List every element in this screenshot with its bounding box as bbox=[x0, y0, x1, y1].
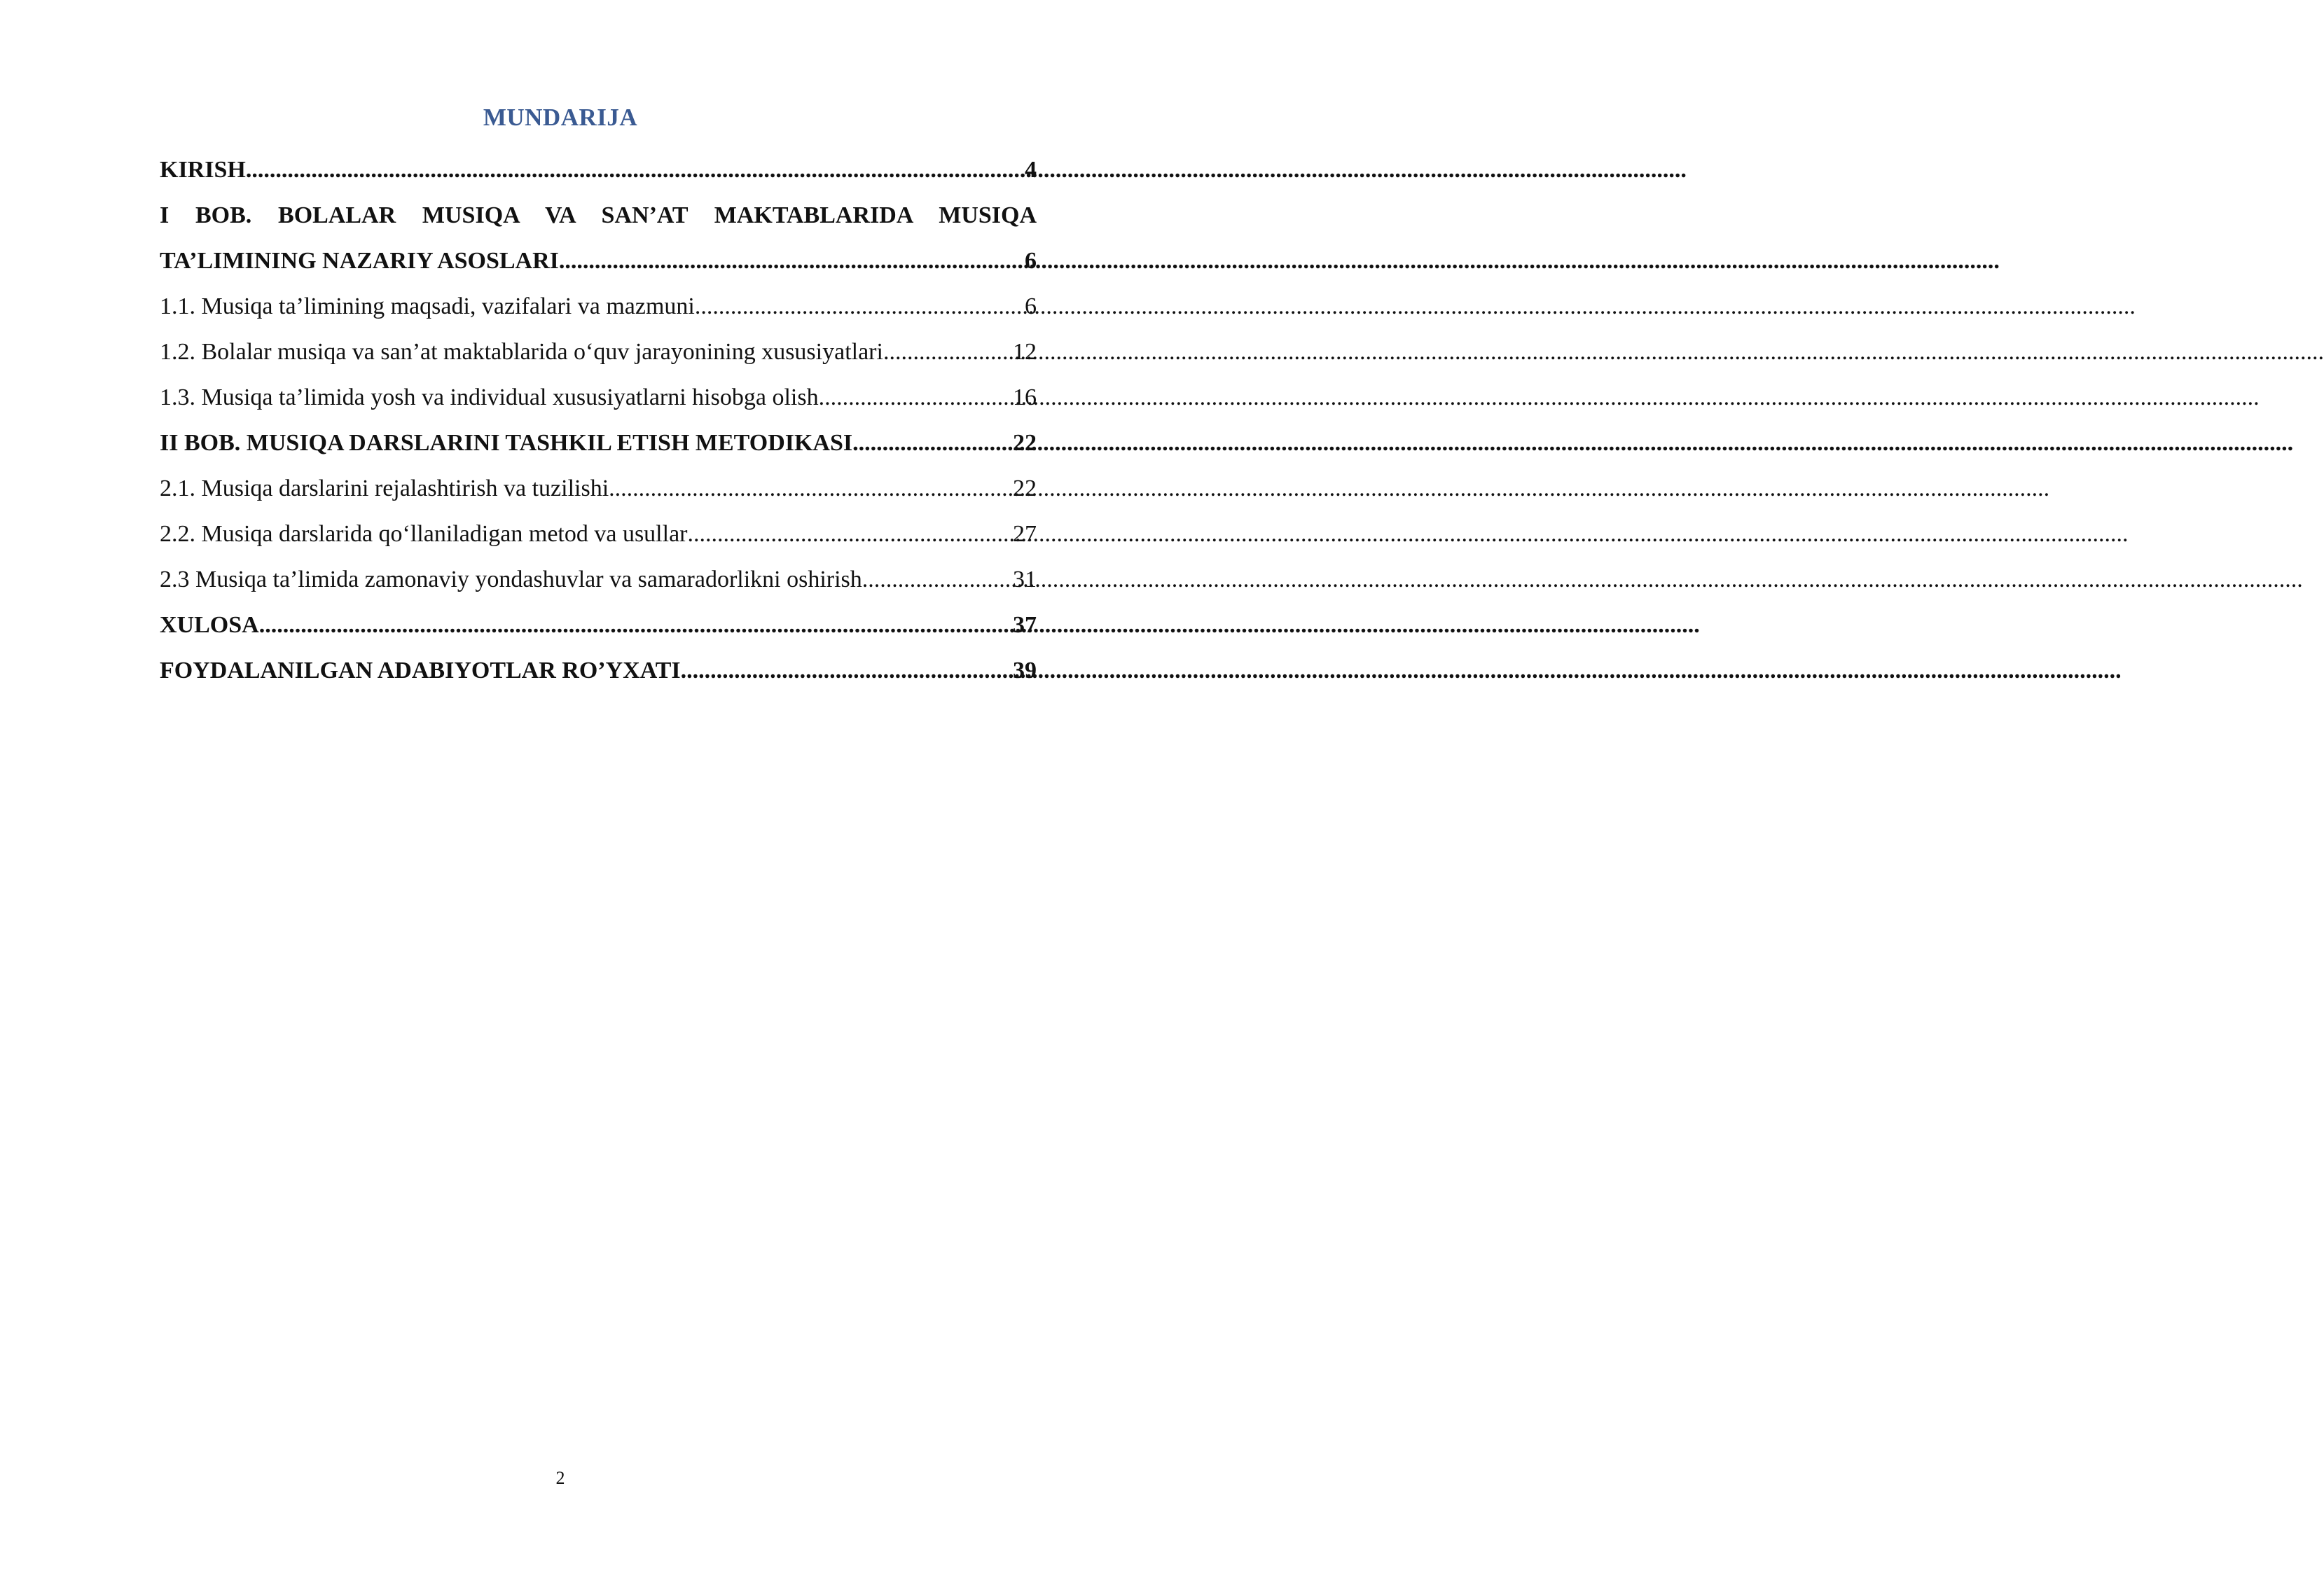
toc-entry-page: 6 bbox=[1025, 293, 1037, 319]
toc-title: MUNDARIJA bbox=[483, 104, 638, 131]
toc-entry-chapter-1[interactable] bbox=[160, 238, 1037, 284]
toc-entry-page: 27 bbox=[1013, 521, 1037, 547]
dot-leader bbox=[246, 147, 1025, 193]
dot-leader bbox=[609, 466, 1013, 511]
toc-entry-kirish[interactable] bbox=[160, 147, 1037, 193]
toc-entry-page: 39 bbox=[1013, 658, 1037, 683]
toc-entry-section-1-1[interactable] bbox=[160, 284, 1037, 329]
toc-entry-page: 22 bbox=[1013, 430, 1037, 456]
toc-entry-chapter-1-line-1[interactable] bbox=[160, 193, 1037, 238]
toc-entry-xulosa[interactable] bbox=[160, 602, 1037, 648]
toc-entry-page: 22 bbox=[1013, 475, 1037, 501]
toc-entry-page: 37 bbox=[1013, 612, 1037, 638]
page-number: 2 bbox=[555, 1468, 565, 1488]
toc-entry-label: 2.1. Musiqa darslarini rejalashtirish va tuzilishi bbox=[160, 475, 609, 501]
toc-entry-section-2-3[interactable] bbox=[160, 557, 1037, 602]
document-page bbox=[0, 0, 1121, 1584]
toc-entry-section-2-2[interactable] bbox=[160, 511, 1037, 557]
toc-entry-label: 2.2. Musiqa darslarida qo‘llaniladigan metod va usullar bbox=[160, 521, 688, 547]
table-of-contents bbox=[160, 147, 1037, 693]
toc-entry-section-2-1[interactable] bbox=[160, 466, 1037, 511]
toc-entry-label: 2.3 Musiqa ta’limida zamonaviy yondashuvlar va samaradorlikni oshirish bbox=[160, 567, 862, 592]
dot-leader bbox=[883, 329, 1013, 375]
toc-entry-page: 4 bbox=[1025, 157, 1037, 183]
dot-leader bbox=[695, 284, 1025, 329]
toc-entry-page: 6 bbox=[1025, 248, 1037, 274]
dot-leader bbox=[259, 602, 1013, 648]
toc-entry-section-1-3[interactable] bbox=[160, 375, 1037, 420]
toc-entry-label: FOYDALANILGAN ADABIYOTLAR RO’YXATI bbox=[160, 658, 681, 683]
dot-leader bbox=[687, 511, 1013, 557]
toc-entry-page: 12 bbox=[1013, 339, 1037, 365]
toc-entry-label: I BOB. BOLALAR MUSIQA VA SAN’AT MAKTABLARIDA MUSIQA bbox=[160, 202, 1037, 228]
toc-entry-section-1-2[interactable] bbox=[160, 329, 1037, 375]
dot-leader bbox=[862, 557, 1013, 602]
toc-entry-chapter-2[interactable] bbox=[160, 420, 1037, 466]
toc-entry-page: 16 bbox=[1013, 384, 1037, 410]
dot-leader bbox=[852, 420, 1013, 466]
toc-entry-label: 1.2. Bolalar musiqa va san’at maktablarida o‘quv jarayonining xususiyatlari bbox=[160, 339, 883, 365]
toc-entry-references[interactable] bbox=[160, 648, 1037, 693]
toc-entry-label: 1.3. Musiqa ta’limida yosh va individual xususiyatlarni hisobga olish bbox=[160, 384, 819, 410]
toc-entry-label: TA’LIMINING NAZARIY ASOSLARI bbox=[160, 248, 559, 274]
toc-entry-label: II BOB. MUSIQA DARSLARINI TASHKIL ETISH METODIKASI bbox=[160, 430, 853, 456]
toc-entry-label: XULOSA bbox=[160, 612, 259, 638]
toc-entry-label: 1.1. Musiqa ta’limining maqsadi, vazifalari va mazmuni bbox=[160, 293, 695, 319]
toc-entry-label: KIRISH bbox=[160, 157, 246, 183]
toc-entry-page: 31 bbox=[1013, 567, 1037, 592]
dot-leader bbox=[559, 238, 1025, 284]
dot-leader bbox=[819, 375, 1013, 420]
dot-leader bbox=[681, 648, 1013, 693]
